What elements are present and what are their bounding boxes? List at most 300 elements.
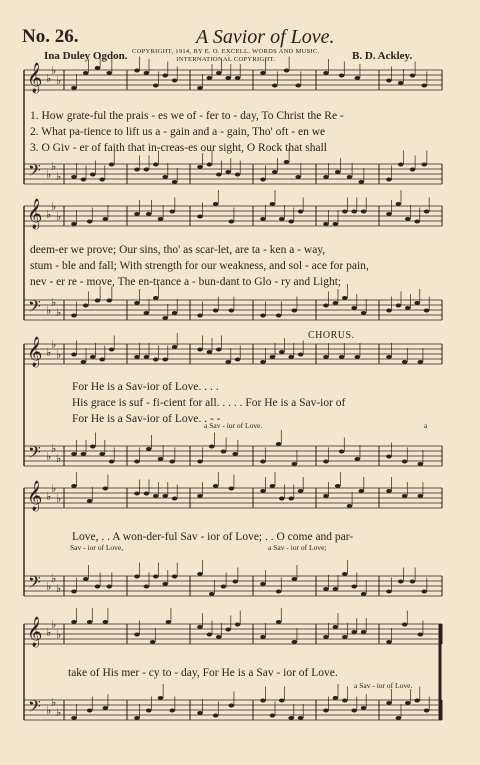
system-2-treble-notehead	[134, 212, 140, 216]
system-1-treble-notehead	[235, 76, 241, 80]
system-4-bass-notehead	[162, 582, 168, 586]
system-1-bass-notehead	[134, 168, 140, 172]
system-3-bass-notehead	[169, 460, 175, 464]
system-5-key-signature: ♭	[51, 618, 57, 631]
system-1-bass-notehead	[323, 175, 329, 179]
chorus-line-4: Love, . . A won-der-ful Sav - ior of Love; . . O come and par-	[72, 531, 354, 543]
system-3-bass-notehead	[109, 460, 115, 464]
system-4-treble-notehead	[197, 494, 203, 498]
system-3-bass-notehead	[81, 452, 87, 456]
system-2-bass-notehead	[342, 296, 348, 300]
system-3-bass-notehead	[146, 447, 152, 451]
system-4-bass-clef: 𝄢	[28, 572, 41, 596]
system-5-key-signature: ♭	[51, 696, 57, 709]
system-5-treble-clef: 𝄞	[27, 617, 43, 647]
system-4-treble-notehead	[153, 494, 159, 498]
chorus-line-2: His grace is suf - fi-cient for all. . . . . For He is a Sav-ior of	[72, 397, 346, 409]
system-2-bass-notehead	[396, 304, 402, 308]
system-3-key-signature: ♭	[46, 346, 52, 359]
system-5-treble-notehead	[166, 620, 172, 624]
system-5-key-signature: ♭	[46, 704, 52, 717]
verse-2-line-2: stum - ble and fall; With strength for our weakness, and sol - ace for pain,	[30, 260, 369, 272]
system-1-treble-notehead	[207, 76, 213, 80]
system-5-treble-notehead	[386, 640, 392, 644]
system-1-key-signature: ♭	[56, 170, 62, 183]
verse-3-line-1: 3. O Giv - er of faith that in-creas-es our sight, O Rock that shall	[30, 142, 328, 154]
system-1-treble-notehead	[284, 69, 290, 73]
system-4-bass-notehead	[292, 577, 298, 581]
system-4-bass-notehead	[172, 575, 178, 579]
system-1-bass-notehead	[335, 170, 341, 174]
system-1-bass-notehead	[398, 163, 404, 167]
system-3-bass-notehead	[418, 462, 424, 466]
verse-1-line-1: 1. How grate-ful the prais - es we of - fer to - day, To Christ the Re -	[30, 110, 344, 122]
system-5-treble-notehead	[150, 640, 156, 644]
system-2-treble-notehead	[260, 217, 266, 221]
system-2-treble-notehead	[333, 222, 339, 226]
system-1-bass-notehead	[421, 163, 427, 167]
system-1-treble-notehead	[421, 84, 427, 88]
system-4-treble-notehead	[279, 497, 285, 501]
system-2-key-signature: ♭	[46, 208, 52, 221]
system-5-treble-notehead	[351, 630, 357, 634]
system-1-bass-notehead	[284, 160, 290, 164]
system-1-treble-notehead	[398, 81, 404, 85]
system-2-treble-notehead	[158, 217, 164, 221]
system-3-bass-notehead	[402, 460, 408, 464]
chorus-label: CHORUS.	[308, 330, 355, 341]
system-1-bass-notehead	[71, 175, 77, 179]
system-3-treble-notehead	[99, 358, 105, 362]
hymn-number: No. 26.	[22, 26, 79, 47]
system-2-treble-notehead	[342, 210, 348, 214]
system-1-bass-notehead	[81, 178, 87, 182]
system-5-bass-notehead	[288, 716, 294, 720]
system-1-bass-notehead	[358, 180, 364, 184]
system-1-treble-notehead	[295, 84, 301, 88]
system-3-bass-notehead	[197, 460, 203, 464]
system-2-treble-clef: 𝄞	[27, 199, 43, 229]
system-3-treble-notehead	[172, 345, 178, 349]
system-5-treble-notehead	[333, 625, 339, 629]
system-1-treble-notehead	[225, 76, 231, 80]
system-2-treble-notehead	[396, 202, 402, 206]
system-3-treble-notehead	[144, 355, 150, 359]
system-4-treble-notehead	[87, 499, 93, 503]
system-1-bass-notehead	[225, 170, 231, 174]
system-4-bass-notehead	[71, 590, 77, 594]
system-2-key-signature: ♭	[51, 200, 57, 213]
system-1-bass-notehead	[235, 173, 241, 177]
composer-credit: B. D. Ackley.	[352, 50, 413, 62]
system-4-treble-notehead	[335, 484, 341, 488]
system-3-treble-notehead	[162, 358, 168, 362]
bass-echo-text-3: Sav - ior of Love,	[70, 543, 124, 552]
system-2-treble-notehead	[197, 215, 203, 219]
system-1-bass-notehead	[153, 163, 159, 167]
system-1-key-signature: ♭	[46, 72, 52, 85]
system-3-treble-notehead	[216, 348, 222, 352]
system-1-bass-notehead	[272, 170, 278, 174]
system-2-bass-notehead	[229, 309, 235, 313]
system-5-treble-notehead	[103, 620, 109, 624]
system-5-key-signature: ♭	[56, 628, 62, 641]
system-3-treble-notehead	[270, 355, 276, 359]
system-5-treble-notehead	[323, 635, 329, 639]
system-1-treble-notehead	[260, 71, 266, 75]
system-5-key-signature: ♭	[46, 626, 52, 639]
system-3-treble-notehead	[90, 355, 96, 359]
system-1-bass-notehead	[207, 163, 213, 167]
system-1-key-signature: ♭	[46, 168, 52, 181]
system-4-treble-notehead	[418, 494, 424, 498]
system-4-key-signature: ♭	[56, 582, 62, 595]
system-3-bass-notehead	[339, 450, 345, 454]
system-4-treble-notehead	[144, 492, 150, 496]
system-2-bass-notehead	[386, 309, 392, 313]
chorus-line-3: For He is a Sav-ior of Love. . - -	[72, 413, 221, 425]
system-5-bass-notehead	[213, 714, 219, 718]
system-4-bass-notehead	[232, 580, 238, 584]
system-3-bass-notehead	[232, 452, 238, 456]
system-3-key-signature: ♭	[56, 348, 62, 361]
system-3-treble-notehead	[288, 355, 294, 359]
system-3-key-signature: ♭	[51, 338, 57, 351]
system-4-bass-notehead	[197, 572, 203, 576]
system-5-treble-notehead	[87, 620, 93, 624]
system-4-bass-notehead	[144, 585, 150, 589]
system-3-treble-notehead	[260, 360, 266, 364]
system-2-treble-notehead	[169, 210, 175, 214]
system-4-treble-notehead	[402, 494, 408, 498]
system-3-key-signature: ♭	[56, 452, 62, 465]
system-2-bass-notehead	[333, 301, 339, 305]
system-2-key-signature: ♭	[56, 210, 62, 223]
system-1-treble-clef: 𝄞	[27, 63, 43, 93]
system-1-bass-notehead	[347, 175, 353, 179]
system-5-bass-notehead	[361, 706, 367, 710]
system-4-bass-notehead	[342, 572, 348, 576]
system-1-bass-notehead	[386, 178, 392, 182]
system-4-key-signature: ♭	[51, 572, 57, 585]
system-1-bass-notehead	[410, 168, 416, 172]
system-4-bass-notehead	[95, 585, 101, 589]
system-5-treble-notehead	[216, 635, 222, 639]
system-1-treble-notehead	[95, 66, 101, 70]
system-2-treble-notehead	[229, 220, 235, 224]
bass-echo-text-4: a Sav - ior of Love;	[268, 543, 327, 552]
system-4-treble-notehead	[134, 492, 140, 496]
system-3-treble-notehead	[225, 360, 231, 364]
system-1-bass-notehead	[162, 175, 168, 179]
system-2-bass-notehead	[323, 304, 329, 308]
system-1-treble-notehead	[386, 79, 392, 83]
system-5-bass-notehead	[158, 696, 164, 700]
system-2-treble-notehead	[279, 217, 285, 221]
system-4-bass-notehead	[134, 575, 140, 579]
system-4-bass-notehead	[351, 585, 357, 589]
system-3-treble-notehead	[323, 355, 329, 359]
system-2-treble-notehead	[424, 210, 430, 214]
system-2-treble-notehead	[414, 220, 420, 224]
system-1-bass-notehead	[216, 173, 222, 177]
system-4-treble-notehead	[71, 484, 77, 488]
system-5-bass-notehead	[229, 704, 235, 708]
system-1-key-signature: ♭	[56, 74, 62, 87]
system-3-treble-notehead	[197, 348, 203, 352]
system-5-bass-notehead	[342, 699, 348, 703]
system-2-treble-notehead	[71, 222, 77, 226]
system-4-treble-notehead	[323, 494, 329, 498]
system-1-treble-notehead	[144, 71, 150, 75]
system-5-bass-notehead	[414, 699, 420, 703]
system-5-bass-notehead	[197, 711, 203, 715]
system-2-key-signature: ♭	[56, 306, 62, 319]
system-2-bass-notehead	[144, 311, 150, 315]
system-5-bass-notehead	[134, 716, 140, 720]
system-2-treble-notehead	[213, 202, 219, 206]
system-3-treble-notehead	[355, 355, 361, 359]
system-5-bass-notehead	[260, 699, 266, 703]
system-1-treble-notehead	[71, 86, 77, 90]
system-5-bass-notehead	[87, 709, 93, 713]
system-3-treble-notehead	[109, 348, 115, 352]
system-5-bass-clef: 𝄢	[28, 696, 41, 720]
system-2-bass-notehead	[71, 314, 77, 318]
system-4-bass-notehead	[83, 577, 89, 581]
system-2-bass-notehead	[172, 311, 178, 315]
copyright-line-1: COPYRIGHT, 1914, BY E. O. EXCELL. WORDS AND MUSIC.	[132, 48, 320, 55]
system-1-treble-notehead	[172, 79, 178, 83]
system-3-treble-notehead	[279, 350, 285, 354]
copyright-line-2: INTERNATIONAL COPYRIGHT.	[176, 56, 276, 63]
system-1-treble-notehead	[153, 84, 159, 88]
system-3-treble-notehead	[402, 360, 408, 364]
system-3-treble-notehead	[71, 353, 77, 357]
system-3-bass-clef: 𝄢	[28, 442, 41, 466]
system-3-bass-notehead	[386, 455, 392, 459]
system-2-treble-notehead	[270, 202, 276, 206]
system-5-bass-notehead	[169, 709, 175, 713]
system-4-bass-notehead	[386, 590, 392, 594]
system-2-key-signature: ♭	[46, 304, 52, 317]
system-4-bass-notehead	[221, 585, 227, 589]
system-4-treble-notehead	[229, 487, 235, 491]
chorus-line-5: take of His mer - cy to - day, For He is a Sav - ior of Love.	[68, 667, 338, 679]
system-3-bass-notehead	[71, 452, 77, 456]
system-2-bass-clef: 𝄢	[28, 296, 41, 320]
system-3-treble-notehead	[153, 358, 159, 362]
system-1-treble-notehead	[410, 74, 416, 78]
system-4-bass-notehead	[398, 580, 404, 584]
system-2-treble-notehead	[323, 222, 329, 226]
system-1-treble-notehead	[339, 74, 345, 78]
system-5-treble-notehead	[402, 623, 408, 627]
system-4-treble-notehead	[162, 494, 168, 498]
system-1-treble-notehead	[197, 86, 203, 90]
system-5-bass-notehead	[146, 709, 152, 713]
system-5-treble-notehead	[225, 628, 231, 632]
system-1-bass-notehead	[109, 163, 115, 167]
system-2-bass-notehead	[351, 306, 357, 310]
system-3-bass-notehead	[260, 460, 266, 464]
system-4-bass-notehead	[153, 575, 159, 579]
system-4-key-signature: ♭	[51, 482, 57, 495]
system-3-treble-notehead	[418, 360, 424, 364]
system-4-bass-notehead	[333, 587, 339, 591]
system-3-bass-notehead	[221, 450, 227, 454]
system-1-treble-notehead	[323, 71, 329, 75]
system-4-bass-notehead	[361, 592, 367, 596]
system-2-treble-notehead	[298, 210, 304, 214]
system-3-treble-notehead	[298, 353, 304, 357]
system-5-treble-notehead	[134, 633, 140, 637]
system-5-bass-notehead	[386, 701, 392, 705]
system-5-bass-notehead	[71, 716, 77, 720]
system-1-treble-notehead	[216, 71, 222, 75]
system-1-treble-notehead	[272, 84, 278, 88]
system-3-treble-notehead	[339, 355, 345, 359]
bass-echo-text-2: a	[424, 421, 428, 430]
hymn-title: A Savior of Love.	[196, 26, 335, 48]
system-1-bass-notehead	[172, 180, 178, 184]
system-5-bass-notehead	[279, 699, 285, 703]
system-2-treble-notehead	[146, 212, 152, 216]
system-5-key-signature: ♭	[56, 706, 62, 719]
system-5-treble-notehead	[260, 635, 266, 639]
system-4-treble-notehead	[386, 489, 392, 493]
verse-1-line-2: deem-er we prove; Our sins, tho' as scar-let, are ta - ken a - way,	[30, 244, 326, 256]
system-5-treble-notehead	[276, 620, 282, 624]
system-3-bass-notehead	[158, 457, 164, 461]
system-3-bass-notehead	[90, 445, 96, 449]
system-4-bass-notehead	[276, 590, 282, 594]
system-2-treble-notehead	[288, 220, 294, 224]
system-3-bass-notehead	[276, 442, 282, 446]
system-1-treble-notehead	[355, 76, 361, 80]
system-5-treble-notehead	[361, 630, 367, 634]
system-5-bass-notehead	[323, 709, 329, 713]
system-4-treble-clef: 𝄞	[27, 481, 43, 511]
system-3-bass-notehead	[355, 457, 361, 461]
system-1-treble-notehead	[162, 74, 168, 78]
system-4-bass-notehead	[410, 580, 416, 584]
system-4-bass-notehead	[209, 592, 215, 596]
system-4-treble-notehead	[172, 497, 178, 501]
system-1-treble-notehead	[83, 71, 89, 75]
system-1-bass-notehead	[144, 168, 150, 172]
system-1-bass-notehead	[197, 165, 203, 169]
system-4-treble-notehead	[103, 487, 109, 491]
system-3-treble-notehead	[207, 350, 213, 354]
system-2-treble-notehead	[351, 210, 357, 214]
system-4-treble-notehead	[347, 504, 353, 508]
system-5-treble-notehead	[418, 633, 424, 637]
system-5-treble-notehead	[197, 625, 203, 629]
system-2-bass-notehead	[153, 296, 159, 300]
system-5-treble-notehead	[292, 640, 298, 644]
system-5-bass-notehead	[396, 716, 402, 720]
system-2-key-signature: ♭	[51, 296, 57, 309]
system-2-bass-notehead	[134, 301, 140, 305]
system-2-treble-notehead	[361, 210, 367, 214]
system-2-bass-notehead	[276, 314, 282, 318]
system-4-bass-notehead	[323, 587, 329, 591]
system-4-key-signature: ♭	[46, 490, 52, 503]
system-2-bass-notehead	[361, 311, 367, 315]
system-2-treble-notehead	[103, 217, 109, 221]
system-5-treble-notehead	[235, 623, 241, 627]
system-1-bass-notehead	[295, 175, 301, 179]
system-5-bass-notehead	[103, 706, 109, 710]
system-1-bass-notehead	[90, 173, 96, 177]
system-2-bass-notehead	[106, 299, 112, 303]
system-3-treble-notehead	[134, 355, 140, 359]
verse-2-line-1: 2. What pa-tience to lift us a - gain and a - gain, Tho' oft - en we	[30, 126, 326, 138]
chorus-line-1: For He is a Sav-ior of Love. . . .	[72, 381, 219, 393]
system-4-bass-notehead	[260, 582, 266, 586]
system-2-bass-notehead	[95, 299, 101, 303]
system-3-key-signature: ♭	[51, 442, 57, 455]
system-4-key-signature: ♭	[46, 580, 52, 593]
system-3-treble-notehead	[81, 360, 87, 364]
system-2-treble-notehead	[87, 220, 93, 224]
system-5-treble-notehead	[71, 620, 77, 624]
system-1-key-signature: ♭	[51, 64, 57, 77]
system-3-bass-notehead	[323, 460, 329, 464]
system-3-key-signature: ♭	[46, 450, 52, 463]
system-5-bass-notehead	[333, 696, 339, 700]
system-4-treble-notehead	[288, 497, 294, 501]
system-3-bass-notehead	[134, 460, 140, 464]
system-4-treble-notehead	[213, 484, 219, 488]
system-2-bass-notehead	[197, 314, 203, 318]
system-2-bass-notehead	[213, 309, 219, 313]
system-5-bass-notehead	[270, 714, 276, 718]
system-1-bass-clef: 𝄢	[28, 160, 41, 184]
verse-3-line-2: nev - er re - move, The en-trance a - bun-dant to Glo - ry and Light;	[30, 276, 342, 288]
system-4-treble-notehead	[260, 489, 266, 493]
system-2-treble-notehead	[405, 217, 411, 221]
system-5-bass-notehead	[424, 709, 430, 713]
system-3-bass-notehead	[209, 445, 215, 449]
system-5-bass-notehead	[351, 709, 357, 713]
system-2-bass-notehead	[414, 301, 420, 305]
bass-echo-text-1: a Sav - ior of Love.	[204, 421, 263, 430]
system-1-treble-notehead	[134, 69, 140, 73]
system-4-treble-notehead	[358, 489, 364, 493]
system-2-bass-notehead	[424, 309, 430, 313]
system-3-bass-notehead	[292, 462, 298, 466]
system-5-bass-notehead	[298, 716, 304, 720]
system-1-bass-notehead	[260, 178, 266, 182]
system-3-treble-clef: 𝄞	[27, 337, 43, 367]
lyricist-credit: Ina Duley Ogdon.	[44, 50, 128, 62]
system-5-treble-notehead	[342, 635, 348, 639]
system-4-treble-notehead	[298, 489, 304, 493]
system-4-treble-notehead	[270, 484, 276, 488]
system-1-bass-notehead	[99, 178, 105, 182]
system-2-bass-notehead	[83, 304, 89, 308]
system-4-bass-notehead	[106, 585, 112, 589]
system-2-bass-notehead	[292, 309, 298, 313]
system-2-bass-notehead	[162, 316, 168, 320]
system-5-bass-notehead	[405, 701, 411, 705]
system-3-bass-notehead	[99, 452, 105, 456]
system-1-key-signature: ♭	[51, 160, 57, 173]
bass-echo-text-5: a Sav - ior of Love.	[354, 681, 413, 690]
system-4-bass-notehead	[421, 590, 427, 594]
